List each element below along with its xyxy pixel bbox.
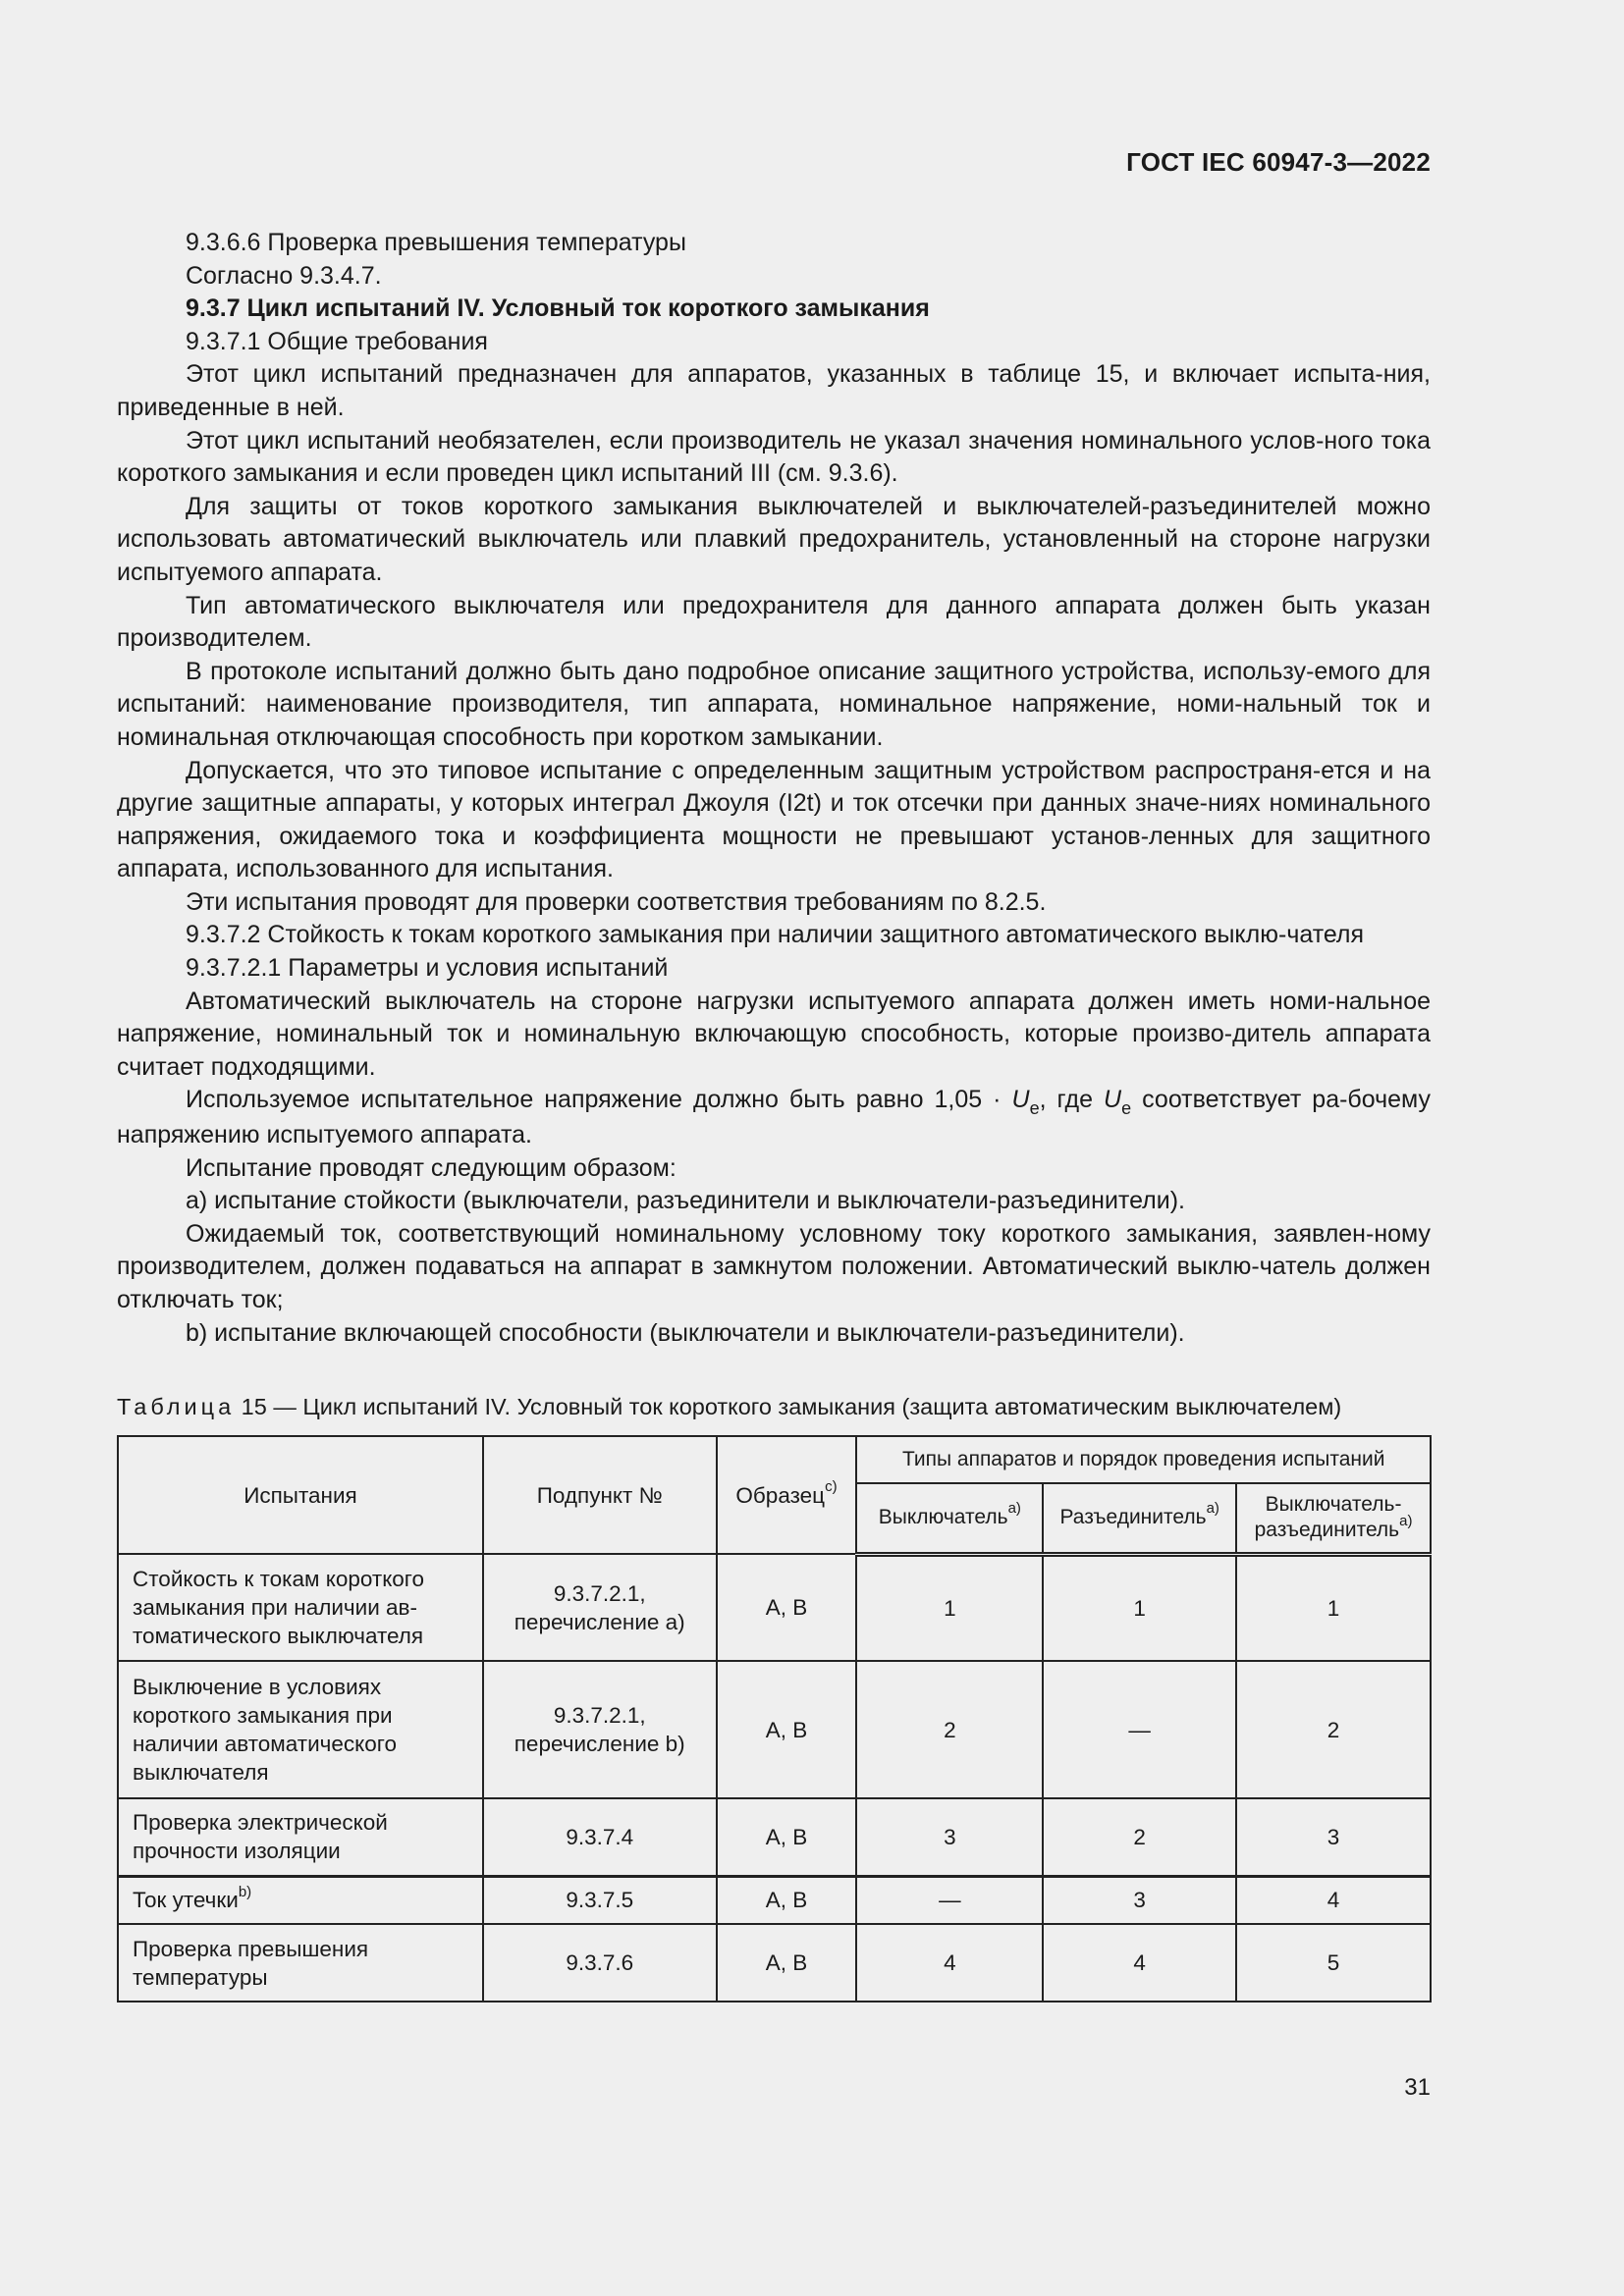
cell-test: Проверка превышения температуры bbox=[118, 1924, 483, 2002]
text-fragment: соответствует ра-бочему напряжению испытуемого аппарата. bbox=[117, 1086, 1431, 1149]
caption-label: Таблица bbox=[117, 1394, 236, 1419]
variable-u: U bbox=[1011, 1086, 1030, 1114]
table-row bbox=[118, 1798, 1431, 1876]
cell-switch: 4 bbox=[856, 1924, 1043, 2002]
footnote-marker: a) bbox=[1206, 1500, 1219, 1518]
footnote-marker: c) bbox=[825, 1478, 838, 1495]
paragraph: Для защиты от токов короткого замыкания выключателей и выключателей-разъединителей можно использовать автоматический выключатель или плавкий предохранитель, установленный на стороне нагрузки испытуемого аппарата. bbox=[117, 492, 1431, 586]
cell-test: Выключение в условиях короткого замыкания при наличии автоматического выключателя bbox=[118, 1661, 483, 1798]
cell-disconnector: 2 bbox=[1043, 1798, 1236, 1876]
table-row bbox=[118, 1661, 1431, 1798]
header-disconnector-label: Разъединитель bbox=[1059, 1506, 1207, 1529]
header-device-types: Типы аппаратов и порядок проведения испытаний bbox=[856, 1436, 1431, 1483]
header-subclause: Подпункт № bbox=[483, 1436, 717, 1554]
paragraph: Тип автоматического выключателя или предохранителя для данного аппарата должен быть указан производителем. bbox=[117, 591, 1431, 653]
footnote-marker: a) bbox=[1399, 1513, 1413, 1530]
table-row bbox=[118, 1554, 1431, 1661]
cell-disconnector: 1 bbox=[1043, 1554, 1236, 1661]
paragraph: Испытание проводят следующим образом: bbox=[186, 1153, 677, 1182]
cell-switch: — bbox=[856, 1876, 1043, 1924]
cell-subclause bbox=[483, 1554, 717, 1661]
header-switch-label: Выключатель bbox=[878, 1506, 1008, 1529]
cell-switch-disconnector: 5 bbox=[1236, 1924, 1431, 2002]
header-switch-disconnector bbox=[1236, 1483, 1431, 1554]
subclause-item: перечисление a) bbox=[514, 1609, 685, 1634]
footnote-marker: b) bbox=[238, 1883, 252, 1900]
paragraph: Согласно 9.3.4.7. bbox=[186, 261, 382, 290]
cell-test: Проверка электрической прочности изоляции bbox=[118, 1798, 483, 1876]
text-fragment: , где bbox=[1039, 1086, 1105, 1114]
cell-disconnector: 4 bbox=[1043, 1924, 1236, 2002]
cell-subclause: 9.3.7.4 bbox=[483, 1798, 717, 1876]
test-sequence-table bbox=[117, 1435, 1432, 2002]
paragraph: 9.3.7.2 Стойкость к токам короткого замыкания при наличии защитного автоматического выклю-чателя bbox=[186, 921, 1365, 949]
subscript-e: e bbox=[1121, 1098, 1132, 1119]
subclause-number: 9.3.7.2.1, bbox=[553, 1703, 646, 1728]
paragraph: 9.3.7.1 Общие требования bbox=[186, 327, 488, 355]
document-body bbox=[117, 227, 1431, 1350]
paragraph: Допускается, что это типовое испытание с определенным защитным устройством распространя-ется и на другие защитные аппараты, у которых интеграл Джоуля (I2t) и ток отсечки при данных значе-ниях номинального напряжения, ожидаемого тока и коэффициента мощности не превышают установ-ленных для защитного аппарата, использованного для испытания. bbox=[117, 756, 1431, 883]
paragraph: Ожидаемый ток, соответствующий номинальному условному току короткого замыкания, заявлен-ному производителем, должен подаваться на аппарат в замкнутом положении. Автоматический выклю-чатель должен отключать ток; bbox=[117, 1219, 1431, 1313]
cell-switch-disconnector: 4 bbox=[1236, 1876, 1431, 1924]
cell-switch: 2 bbox=[856, 1661, 1043, 1798]
cell-sample: A, B bbox=[717, 1554, 857, 1661]
cell-switch-disconnector: 1 bbox=[1236, 1554, 1431, 1661]
test-name: Ток утечки bbox=[133, 1888, 239, 1913]
document-header: ГОСТ IEC 60947-3—2022 bbox=[1126, 147, 1431, 177]
cell-test bbox=[118, 1876, 483, 1924]
paragraph: 9.3.7.2.1 Параметры и условия испытаний bbox=[186, 954, 669, 983]
header-sample bbox=[717, 1436, 857, 1554]
cell-switch: 1 bbox=[856, 1554, 1043, 1661]
cell-sample: A, B bbox=[717, 1798, 857, 1876]
subclause-number: 9.3.7.2.1, bbox=[553, 1580, 646, 1606]
header-switch-disconnector-line1: Выключатель- bbox=[1265, 1493, 1402, 1517]
table-row bbox=[118, 1876, 1431, 1924]
variable-u: U bbox=[1104, 1086, 1122, 1114]
cell-sample: A, B bbox=[717, 1876, 857, 1924]
paragraph: Этот цикл испытаний необязателен, если производитель не указал значения номинального услов-ного тока короткого замыкания и если проведен цикл испытаний III (см. 9.3.6). bbox=[117, 426, 1431, 488]
cell-disconnector: — bbox=[1043, 1661, 1236, 1798]
cell-disconnector: 3 bbox=[1043, 1876, 1236, 1924]
header-tests: Испытания bbox=[118, 1436, 483, 1554]
list-item: b) испытание включающей способности (выключатели и выключатели-разъединители). bbox=[186, 1318, 1185, 1347]
cell-subclause bbox=[483, 1661, 717, 1798]
header-switch bbox=[856, 1483, 1043, 1554]
paragraph: В протоколе испытаний должно быть дано подробное описание защитного устройства, использу-емого для испытаний: наименование производителя, тип аппарата, номинальное напряжение, номи-нальный ток и номинальная отключающая способность при коротком замыкании. bbox=[117, 657, 1431, 751]
footnote-marker: a) bbox=[1007, 1500, 1021, 1518]
paragraph-voltage bbox=[117, 1084, 1431, 1151]
cell-switch-disconnector: 3 bbox=[1236, 1798, 1431, 1876]
paragraph: Этот цикл испытаний предназначен для аппаратов, указанных в таблице 15, и включает испыта-ния, приведенные в ней. bbox=[117, 360, 1431, 421]
cell-subclause: 9.3.7.5 bbox=[483, 1876, 717, 1924]
cell-switch-disconnector: 2 bbox=[1236, 1661, 1431, 1798]
section-heading: 9.3.7 Цикл испытаний IV. Условный ток короткого замыкания bbox=[186, 294, 930, 323]
paragraph: 9.3.6.6 Проверка превышения температуры bbox=[186, 229, 686, 256]
list-item: a) испытание стойкости (выключатели, разъединители и выключатели-разъединители). bbox=[186, 1187, 1185, 1215]
subscript-e: e bbox=[1029, 1098, 1040, 1119]
cell-test: Стойкость к токам короткого замыкания при наличии ав-томатического выключателя bbox=[118, 1554, 483, 1661]
cell-sample: A, B bbox=[717, 1924, 857, 2002]
table-row bbox=[118, 1924, 1431, 2002]
paragraph: Автоматический выключатель на стороне нагрузки испытуемого аппарата должен иметь номи-нальное напряжение, номинальный ток и номинальную включающую способность, которые произво-дитель аппарата считает подходящими. bbox=[117, 987, 1431, 1081]
header-sample-label: Образец bbox=[735, 1482, 826, 1508]
page-number: 31 bbox=[1404, 2074, 1431, 2101]
cell-switch: 3 bbox=[856, 1798, 1043, 1876]
cell-sample: A, B bbox=[717, 1661, 857, 1798]
cell-subclause: 9.3.7.6 bbox=[483, 1924, 717, 2002]
subclause-item: перечисление b) bbox=[514, 1732, 685, 1756]
header-disconnector bbox=[1043, 1483, 1236, 1554]
text-fragment: Используемое испытательное напряжение должно быть равно 1,05 · bbox=[186, 1086, 1012, 1114]
header-switch-disconnector-line2: разъединитель bbox=[1254, 1519, 1400, 1542]
paragraph: Эти испытания проводят для проверки соответствия требованиям по 8.2.5. bbox=[186, 887, 1047, 916]
table-caption bbox=[117, 1394, 1431, 1420]
caption-text: 15 — Цикл испытаний IV. Условный ток короткого замыкания (защита автоматическим выключателем) bbox=[235, 1394, 1342, 1419]
